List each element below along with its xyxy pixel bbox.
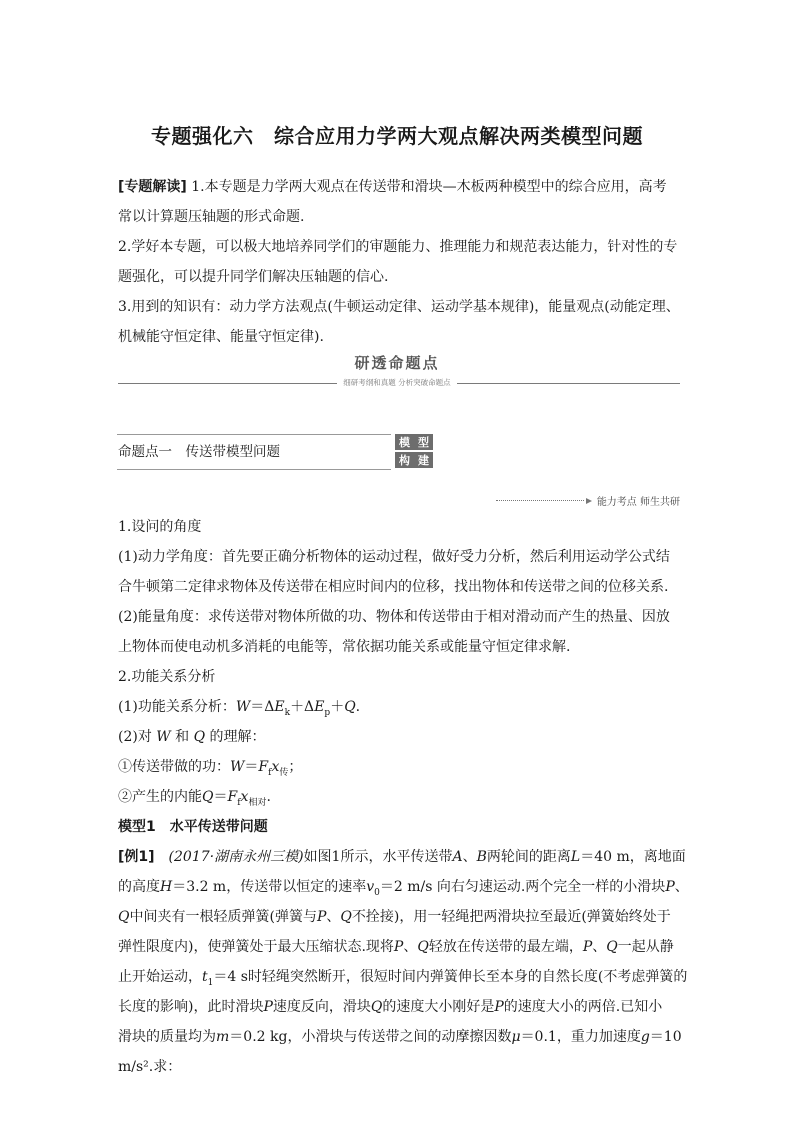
tag-build: 构 建 <box>395 452 433 468</box>
section-title: 研透命题点 <box>354 354 440 372</box>
intro-paragraph-1 <box>118 172 680 232</box>
example-line-8: m/s².求： <box>118 1059 182 1075</box>
arrow-icon <box>586 498 592 504</box>
formula-4: ②产生的内能$Q=F_fx_{相对}$. <box>118 789 271 808</box>
intro-paragraph-3: 3.用到的知识有：动力学方法观点(牛顿运动定律、运动学基本规律)，能量观点(动能定理、机械能守恒定律、能量守恒定律). <box>118 299 680 345</box>
intro-text-1: 1.本专题是力学两大观点在传送带和滑块—木板两种模型中的综合应用，高考常以计算题压轴题的形式命题. <box>118 179 667 225</box>
page-title: 专题强化六 综合应用力学两大观点解决两类模型问题 <box>151 124 643 148</box>
topic-label: 命题点一 传送带模型问题 <box>118 444 280 460</box>
heading-function: 2.功能关系分析 <box>118 669 216 685</box>
intro-label: [专题解读] <box>118 179 187 195</box>
example-line-5: 止开始运动，$t_1=4$ s时轻绳突然断开，很短时间内弹簧伸长至本身的自然长度(不考虑弹簧的 <box>118 969 688 988</box>
heading-angles: 1.设问的角度 <box>118 519 202 535</box>
para-dynamics: (1)动力学角度：首先要正确分析物体的运动过程，做好受力分析，然后利用运动学公式结合牛顿第二定律求物体及传送带在相应时间内的位移，找出物体和传送带之间的位移关系. <box>118 549 670 595</box>
topic-aside <box>496 493 680 508</box>
formula-3: ①传送带做的功：$W=F_fx_传$； <box>118 759 303 778</box>
model-heading: 模型1 水平传送带问题 <box>118 819 268 835</box>
tag-model: 模 型 <box>395 434 433 450</box>
formula-2: (2)对 W 和 Q 的理解： <box>118 729 266 745</box>
para-energy: (2)能量角度：求传送带对物体所做的功、物体和传送带由于相对滑动而产生的热量、因放上物体而使电动机多消耗的电能等，常依据功能关系或能量守恒定律求解. <box>118 609 670 655</box>
example-line-7: 滑块的质量均为m＝0.2 kg，小滑块与传送带之间的动摩擦因数μ＝0.1，重力加速度g＝10 <box>118 1029 682 1045</box>
section-subtitle: 细研考纲和真题 分析突破命题点 <box>0 377 794 388</box>
example-line-3: Q中间夹有一根轻质弹簧(弹簧与P、Q不拴接)，用一轻绳把两滑块拉至最近(弹簧始终处于 <box>118 909 671 925</box>
intro-paragraph-2: 2.学好本专题，可以极大地培养同学们的审题能力、推理能力和规范表达能力，针对性的专题强化，可以提升同学们解决压轴题的信心. <box>118 239 678 285</box>
formula-1: (1)功能关系分析：$W=\Delta E_k+\Delta E_p+Q$. <box>118 699 361 718</box>
example-line-6: 长度的影响)，此时滑块P速度反向，滑块Q的速度大小刚好是P的速度大小的两倍.已知小 <box>118 999 663 1015</box>
example-line-1: [例1] (2017·湖南永州三模)如图1所示，水平传送带A、B两轮间的距离L＝40 m，离地面 <box>118 849 686 865</box>
example-line-2: 的高度H＝3.2 m，传送带以恒定的速率$v_0=2$ m/s 向右匀速运动.两个完全一样的小滑块P、 <box>118 879 689 898</box>
example-line-4: 弹性限度内)，使弹簧处于最大压缩状态.现将P、Q轻放在传送带的最左端，P、Q一起从静 <box>118 939 674 955</box>
topic-aside-text: 能力考点 师生共研 <box>596 497 680 508</box>
